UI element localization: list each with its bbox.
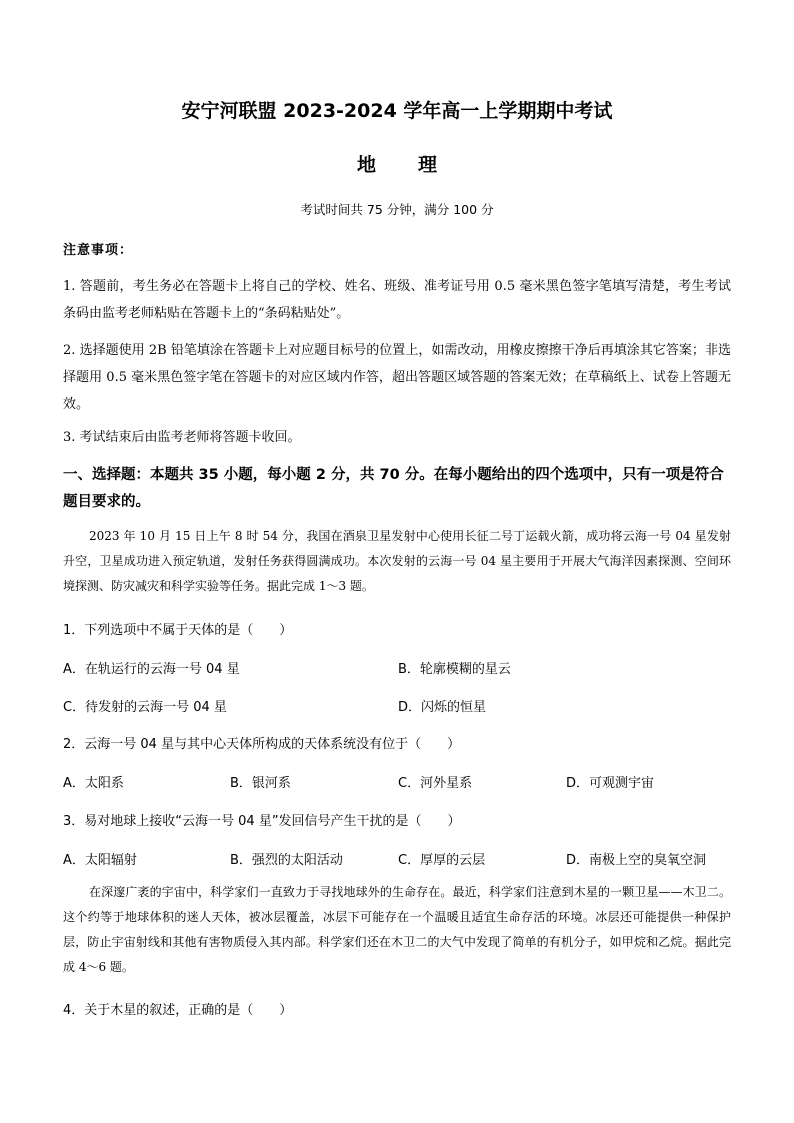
question-2-option-a: A．太阳系 <box>63 776 124 791</box>
exam-title: 安宁河联盟 2023-2024 学年高一上学期期中考试 <box>181 100 613 122</box>
question-2-option-b: B．银河系 <box>230 776 291 791</box>
question-3-option-c: C．厚厚的云层 <box>398 853 486 868</box>
note-item-3: 3. 考试结束后由监考老师将答题卡收回。 <box>63 430 301 445</box>
notes-heading: 注意事项： <box>63 243 134 258</box>
note-item-1: 1. 答题前，考生务必在答题卡上将自己的学校、姓名、班级、准考证号用 0.5 毫米黑色签字笔填写清楚，考生考试条码由监考老师粘贴在答题卡上的“条码粘贴处”。 <box>63 279 731 321</box>
question-1-option-b: B．轮廓模糊的星云 <box>398 662 511 677</box>
material-1: 2023 年 10 月 15 日上午 8 时 54 分，我国在酒泉卫星发射中心使用长征二号丁运载火箭，成功将云海一号 04 星发射升空，卫星成功进入预定轨道，发射任务获得圆满成功。本次发射的云海一号 04 星主要用于开展大气海洋因素探测、空间环境探测、防灾减灾和科学实验等任务。据此完成 1～3 题。 <box>63 529 731 593</box>
question-2-stem: 2．云海一号 04 星与其中心天体所构成的天体系统没有位于（ ） <box>63 737 461 752</box>
subject-char-2: 理 <box>418 154 438 176</box>
subject-char-1: 地 <box>356 154 376 176</box>
question-4-stem: 4．关于木星的叙述，正确的是（ ） <box>63 1003 293 1018</box>
exam-time-note: 考试时间共 75 分钟，满分 100 分 <box>300 202 494 217</box>
material-2: 在深邃广袤的宇宙中，科学家们一直致力于寻找地球外的生命存在。最近，科学家们注意到木星的一颗卫星——木卫二。这个约等于地球体积的迷人天体，被冰层覆盖，冰层下可能存在一个温暖且适宜生命存活的环境。冰层还可能提供一种保护层，防止宇宙射线和其他有害物质侵入其内部。科学家们还在木卫二的大气中发现了简单的有机分子，如甲烷和乙烷。据此完成 4～6 题。 <box>63 885 731 974</box>
question-1-option-a: A．在轨运行的云海一号 04 星 <box>63 662 240 677</box>
question-2-option-c: C．河外星系 <box>398 776 473 791</box>
question-3-option-a: A．太阳辐射 <box>63 853 137 868</box>
subject-title <box>0 150 794 177</box>
question-1-stem: 1．下列选项中不属于天体的是（ ） <box>63 623 293 638</box>
section-1-heading: 一、选择题：本题共 35 小题，每小题 2 分，共 70 分。在每小题给出的四个选项中，只有一项是符合题目要求的。 <box>63 467 724 510</box>
note-item-2: 2. 选择题使用 2B 铅笔填涂在答题卡上对应题目标号的位置上，如需改动，用橡皮擦擦干净后再填涂其它答案；非选择题用 0.5 毫米黑色签字笔在答题卡的对应区域内作答，超出答题区域答题的答案无效；在草稿纸上、试卷上答题无效。 <box>63 343 731 412</box>
question-1-option-d: D．闪烁的恒星 <box>398 700 487 715</box>
question-3-stem: 3．易对地球上接收“云海一号 04 星”发回信号产生干扰的是（ ） <box>63 814 461 829</box>
question-1-option-c: C．待发射的云海一号 04 星 <box>63 700 227 715</box>
question-2-option-d: D．可观测宇宙 <box>566 776 655 791</box>
question-3-option-d: D．南极上空的臭氧空洞 <box>566 853 707 868</box>
question-3-option-b: B．强烈的太阳活动 <box>230 853 343 868</box>
